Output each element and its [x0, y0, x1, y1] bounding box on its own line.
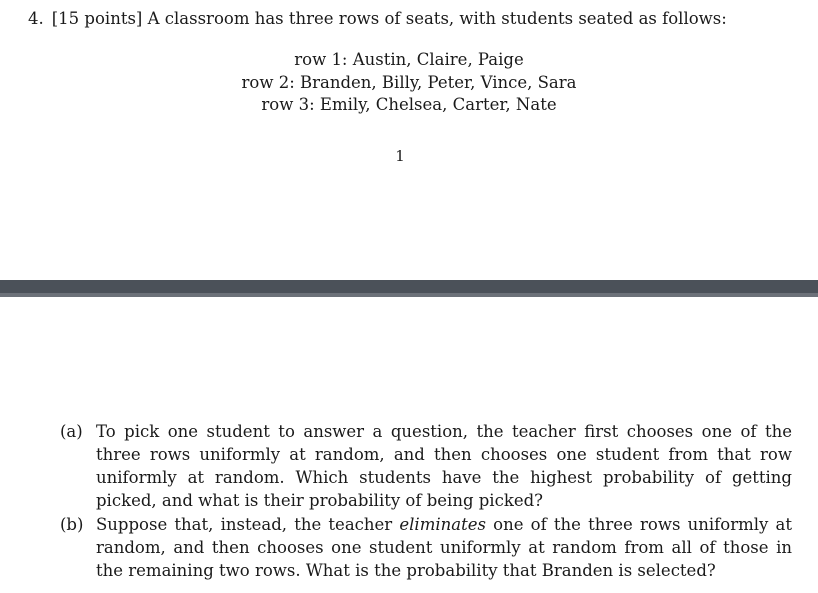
part-a — [60, 420, 792, 512]
seating-rows — [0, 49, 818, 117]
problem-header — [28, 9, 727, 28]
part-b-emphasis: eliminates — [399, 515, 486, 534]
row-3-line: row 3: Emily, Chelsea, Carter, Nate — [261, 95, 557, 114]
part-a-label: (a) — [60, 422, 83, 441]
part-b-text-after: one of the three rows uniformly at random, and then chooses one student uniformly at random from all of those in the remaining two rows. What is the probability that Branden is selected? — [96, 515, 792, 580]
part-a-text: To pick one student to answer a question, the teacher first chooses one of the three rows uniformly at random, and then chooses one student from that row uniformly at random. Which students have the highest probability of getting picked, and what is their probability of being picked? — [96, 422, 792, 510]
page-number: 1 — [395, 147, 405, 165]
part-b-label: (b) — [60, 515, 84, 534]
page-1 — [0, 0, 818, 280]
problem-number: 4. — [28, 9, 44, 28]
problem-intro: [15 points] A classroom has three rows of seats, with students seated as follows: — [51, 9, 727, 28]
part-b-text — [96, 513, 792, 582]
part-b-text-before: Suppose that, instead, the teacher — [96, 515, 400, 534]
page-2 — [0, 297, 818, 593]
part-b — [60, 513, 792, 582]
page-divider — [0, 280, 818, 297]
row-2-line: row 2: Branden, Billy, Peter, Vince, Sara — [241, 72, 577, 92]
row-1-line: row 1: Austin, Claire, Paige — [294, 50, 524, 69]
